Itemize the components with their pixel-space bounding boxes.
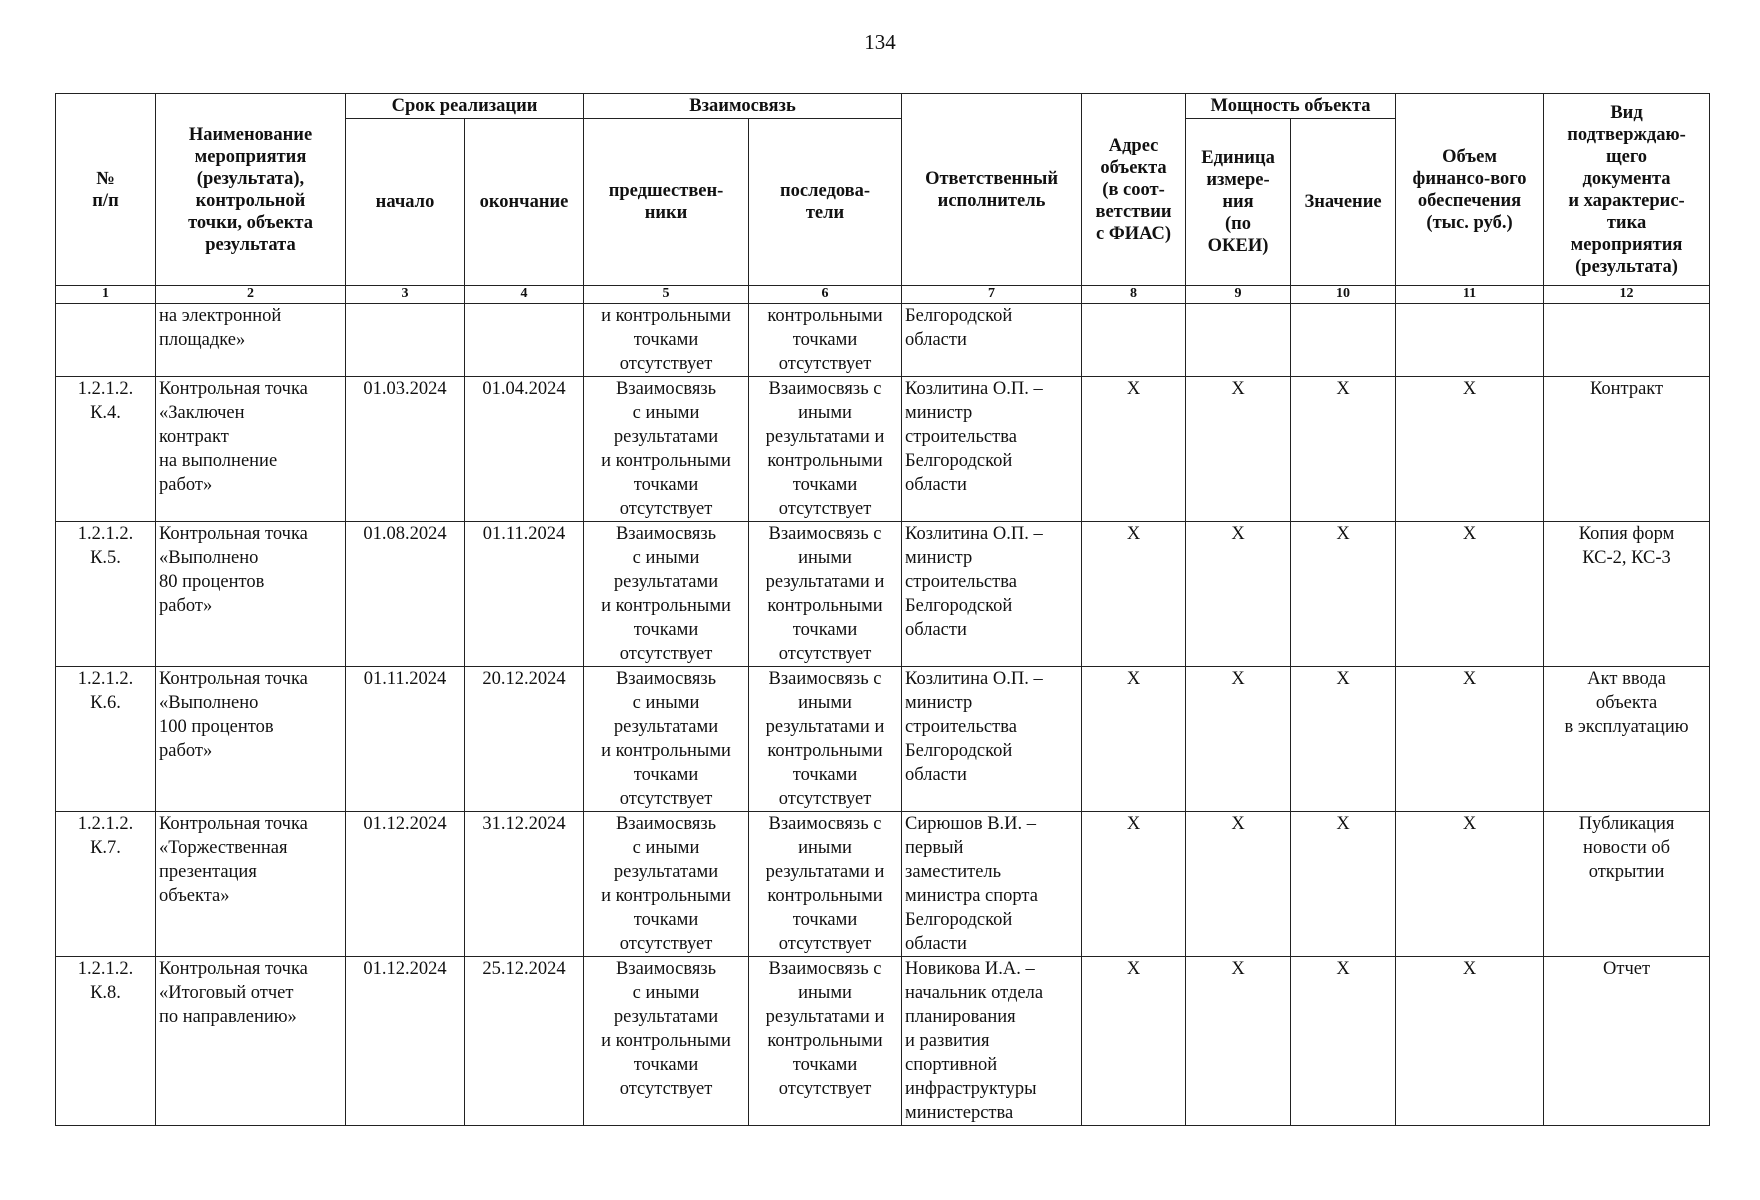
cell-unit: X [1186, 667, 1291, 812]
cell-predecessors: Взаимосвязь с иными результатами и контрольными точками отсутствует [584, 377, 749, 522]
cell-value [1291, 304, 1396, 377]
cell-finance [1396, 304, 1544, 377]
cell-num: 1.2.1.2. К.5. [56, 522, 156, 667]
control-points-table [55, 93, 1710, 1126]
cell-end: 20.12.2024 [465, 667, 584, 812]
table-row [56, 377, 1710, 522]
table-row [56, 812, 1710, 957]
cell-successors: Взаимосвязь с иными результатами и контрольными точками отсутствует [749, 957, 902, 1126]
cell-finance: X [1396, 812, 1544, 957]
column-number: 6 [749, 286, 902, 304]
continuation-row [56, 304, 1710, 377]
cell-start [346, 304, 465, 377]
cell-doc-type: Отчет [1544, 957, 1710, 1126]
cell-unit: X [1186, 957, 1291, 1126]
cell-successors: Взаимосвязь с иными результатами и контрольными точками отсутствует [749, 377, 902, 522]
cell-successors: Взаимосвязь с иными результатами и контрольными точками отсутствует [749, 522, 902, 667]
table-row [56, 522, 1710, 667]
cell-successors: Взаимосвязь с иными результатами и контрольными точками отсутствует [749, 667, 902, 812]
column-number: 7 [902, 286, 1082, 304]
cell-address: X [1082, 377, 1186, 522]
header-capacity-group: Мощность объекта [1186, 94, 1396, 119]
cell-end: 01.11.2024 [465, 522, 584, 667]
cell-predecessors: Взаимосвязь с иными результатами и контрольными точками отсутствует [584, 522, 749, 667]
cell-unit: X [1186, 812, 1291, 957]
cell-name: Контрольная точка «Выполнено 80 процентов работ» [156, 522, 346, 667]
cell-name: на электронной площадке» [156, 304, 346, 377]
cell-value: X [1291, 377, 1396, 522]
header-unit: Единица измере- ния (по ОКЕИ) [1186, 119, 1291, 286]
cell-predecessors: Взаимосвязь с иными результатами и контрольными точками отсутствует [584, 667, 749, 812]
cell-unit: X [1186, 522, 1291, 667]
cell-address: X [1082, 667, 1186, 812]
header-doc-type: Вид подтверждаю- щего документа и характерис- тика мероприятия (результата) [1544, 94, 1710, 286]
cell-name: Контрольная точка «Заключен контракт на выполнение работ» [156, 377, 346, 522]
column-number: 4 [465, 286, 584, 304]
cell-unit [1186, 304, 1291, 377]
cell-address [1082, 304, 1186, 377]
cell-successors: контрольными точками отсутствует [749, 304, 902, 377]
cell-end [465, 304, 584, 377]
cell-address: X [1082, 522, 1186, 667]
cell-finance: X [1396, 522, 1544, 667]
cell-finance: X [1396, 957, 1544, 1126]
cell-end: 25.12.2024 [465, 957, 584, 1126]
header-name: Наименование мероприятия (результата), контрольной точки, объекта результата [156, 94, 346, 286]
cell-responsible: Сирюшов В.И. – первый заместитель министра спорта Белгородской области [902, 812, 1082, 957]
cell-name: Контрольная точка «Торжественная презентация объекта» [156, 812, 346, 957]
table-row [56, 667, 1710, 812]
cell-responsible: Белгородской области [902, 304, 1082, 377]
cell-num [56, 304, 156, 377]
column-number: 2 [156, 286, 346, 304]
cell-doc-type [1544, 304, 1710, 377]
cell-responsible: Новикова И.А. – начальник отдела планирования и развития спортивной инфраструктуры министерства [902, 957, 1082, 1126]
header-start: начало [346, 119, 465, 286]
cell-predecessors: Взаимосвязь с иными результатами и контрольными точками отсутствует [584, 957, 749, 1126]
column-number: 12 [1544, 286, 1710, 304]
cell-value: X [1291, 812, 1396, 957]
cell-start: 01.08.2024 [346, 522, 465, 667]
cell-unit: X [1186, 377, 1291, 522]
header-predecessors: предшествен- ники [584, 119, 749, 286]
header-end: окончание [465, 119, 584, 286]
header-finance: Объем финансо-вого обеспечения (тыс. руб.) [1396, 94, 1544, 286]
column-numbers-row [56, 286, 1710, 304]
cell-doc-type: Контракт [1544, 377, 1710, 522]
header-number: № п/п [56, 94, 156, 286]
cell-predecessors: Взаимосвязь с иными результатами и контрольными точками отсутствует [584, 812, 749, 957]
column-number: 3 [346, 286, 465, 304]
cell-num: 1.2.1.2. К.4. [56, 377, 156, 522]
cell-doc-type: Копия форм КС-2, КС-3 [1544, 522, 1710, 667]
header-address: Адрес объекта (в соот- ветствии с ФИАС) [1082, 94, 1186, 286]
cell-num: 1.2.1.2. К.7. [56, 812, 156, 957]
cell-num: 1.2.1.2. К.6. [56, 667, 156, 812]
column-number: 1 [56, 286, 156, 304]
cell-value: X [1291, 957, 1396, 1126]
header-successors: последова- тели [749, 119, 902, 286]
cell-responsible: Козлитина О.П. – министр строительства Белгородской области [902, 522, 1082, 667]
cell-start: 01.12.2024 [346, 957, 465, 1126]
cell-name: Контрольная точка «Итоговый отчет по направлению» [156, 957, 346, 1126]
header-term-group: Срок реализации [346, 94, 584, 119]
column-number: 5 [584, 286, 749, 304]
cell-value: X [1291, 522, 1396, 667]
page-number: 134 [864, 30, 896, 54]
cell-start: 01.03.2024 [346, 377, 465, 522]
cell-end: 01.04.2024 [465, 377, 584, 522]
cell-end: 31.12.2024 [465, 812, 584, 957]
header-link-group: Взаимосвязь [584, 94, 902, 119]
cell-responsible: Козлитина О.П. – министр строительства Белгородской области [902, 667, 1082, 812]
cell-predecessors: и контрольными точками отсутствует [584, 304, 749, 377]
cell-start: 01.11.2024 [346, 667, 465, 812]
cell-finance: X [1396, 377, 1544, 522]
column-number: 9 [1186, 286, 1291, 304]
column-number: 11 [1396, 286, 1544, 304]
cell-name: Контрольная точка «Выполнено 100 процентов работ» [156, 667, 346, 812]
header-responsible: Ответственный исполнитель [902, 94, 1082, 286]
cell-doc-type: Акт ввода объекта в эксплуатацию [1544, 667, 1710, 812]
table-row [56, 957, 1710, 1126]
column-number: 10 [1291, 286, 1396, 304]
header-value: Значение [1291, 119, 1396, 286]
cell-successors: Взаимосвязь с иными результатами и контрольными точками отсутствует [749, 812, 902, 957]
column-number: 8 [1082, 286, 1186, 304]
cell-value: X [1291, 667, 1396, 812]
cell-doc-type: Публикация новости об открытии [1544, 812, 1710, 957]
cell-responsible: Козлитина О.П. – министр строительства Белгородской области [902, 377, 1082, 522]
cell-num: 1.2.1.2. К.8. [56, 957, 156, 1126]
cell-address: X [1082, 812, 1186, 957]
cell-start: 01.12.2024 [346, 812, 465, 957]
cell-address: X [1082, 957, 1186, 1126]
cell-finance: X [1396, 667, 1544, 812]
